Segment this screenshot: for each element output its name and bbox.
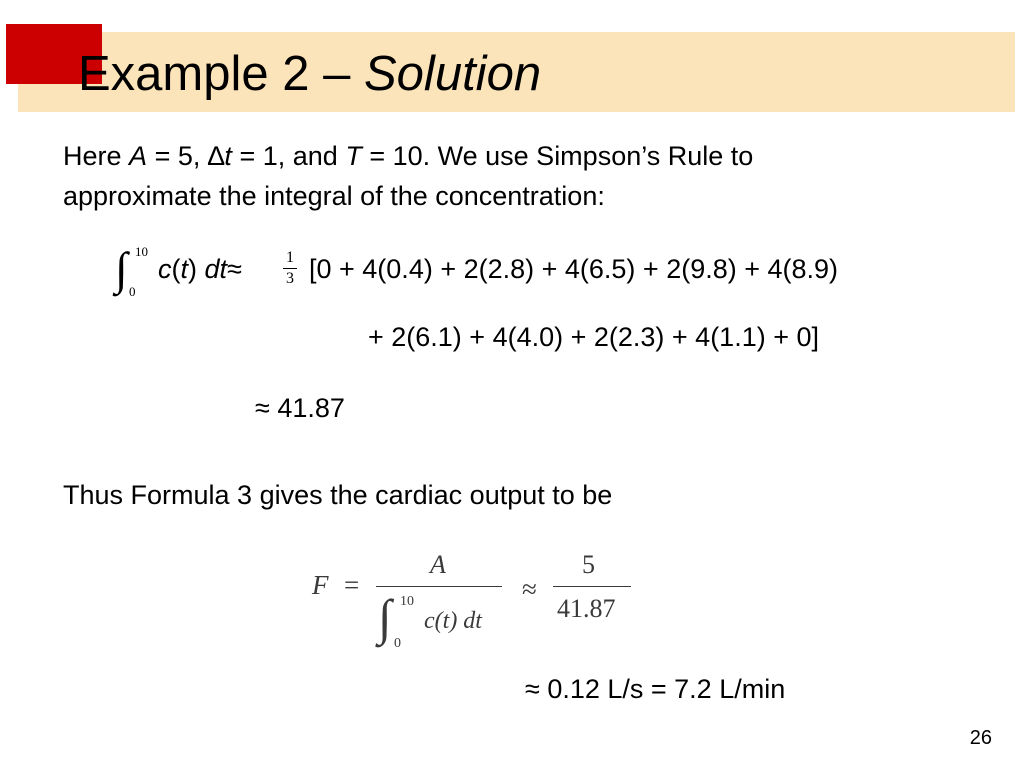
delta-symbol: ∆: [207, 141, 225, 171]
formula-numerator: A: [430, 550, 446, 579]
integral-upper-limit: 10: [135, 244, 148, 259]
formula-int-lower: 0: [394, 636, 401, 651]
intro-eq10: = 10. We use Simpson’s Rule to: [369, 141, 754, 171]
page-number: 26: [969, 727, 992, 749]
simpson-result: ≈ 41.87: [255, 393, 345, 423]
formula-approx: ≈: [522, 574, 537, 604]
intro-line-1: [63, 137, 753, 175]
formula-denominator-body: c(t) dt: [424, 608, 482, 634]
simpson-sum-line-2: + 2(6.1) + 4(4.0) + 2(2.3) + 4(1.1) + 0]: [368, 322, 819, 352]
paren-open: (: [171, 254, 181, 284]
paren-close: ): [188, 254, 198, 284]
var-T: T: [345, 141, 362, 171]
intro-here: Here: [63, 141, 122, 171]
var-c: c: [158, 254, 172, 284]
one-third-fraction: [283, 249, 297, 288]
slide-title: [78, 44, 541, 104]
formula-integral-sign: ∫: [378, 589, 392, 645]
frac-denominator: 3: [286, 270, 294, 287]
var-A: A: [129, 141, 148, 171]
integral-sign: ∫: [115, 243, 128, 294]
intro-line-2: approximate the integral of the concentration:: [63, 181, 605, 211]
title-main: Example 2 –: [78, 47, 351, 101]
formula-equals: =: [344, 570, 360, 600]
final-result: ≈ 0.12 L/s = 7.2 L/min: [525, 674, 786, 704]
formula-fraction-bar: [376, 586, 502, 587]
approx-symbol: ≈: [227, 254, 242, 284]
var-dt: dt: [204, 254, 228, 284]
integrand: [158, 254, 242, 285]
frac-numerator: 1: [286, 249, 294, 266]
formula-fraction-bar-2: [553, 586, 631, 587]
var-F: F: [312, 570, 329, 600]
var-t: t: [224, 141, 232, 171]
formula-denominator-2: 41.87: [557, 594, 616, 623]
formula-int-upper: 10: [400, 594, 414, 609]
thus-line: Thus Formula 3 gives the cardiac output to be: [63, 480, 613, 510]
intro-eq5: = 5,: [154, 141, 201, 171]
intro-eq1: = 1, and: [239, 141, 338, 171]
var-t2: t: [180, 254, 189, 284]
formula-numerator-2: 5: [582, 550, 595, 579]
simpson-sum-line-1: [0 + 4(0.4) + 2(2.8) + 4(6.5) + 2(9.8) + 4(8.9): [309, 254, 839, 284]
title-italic: Solution: [364, 47, 542, 101]
integral-lower-limit: 0: [129, 284, 136, 299]
